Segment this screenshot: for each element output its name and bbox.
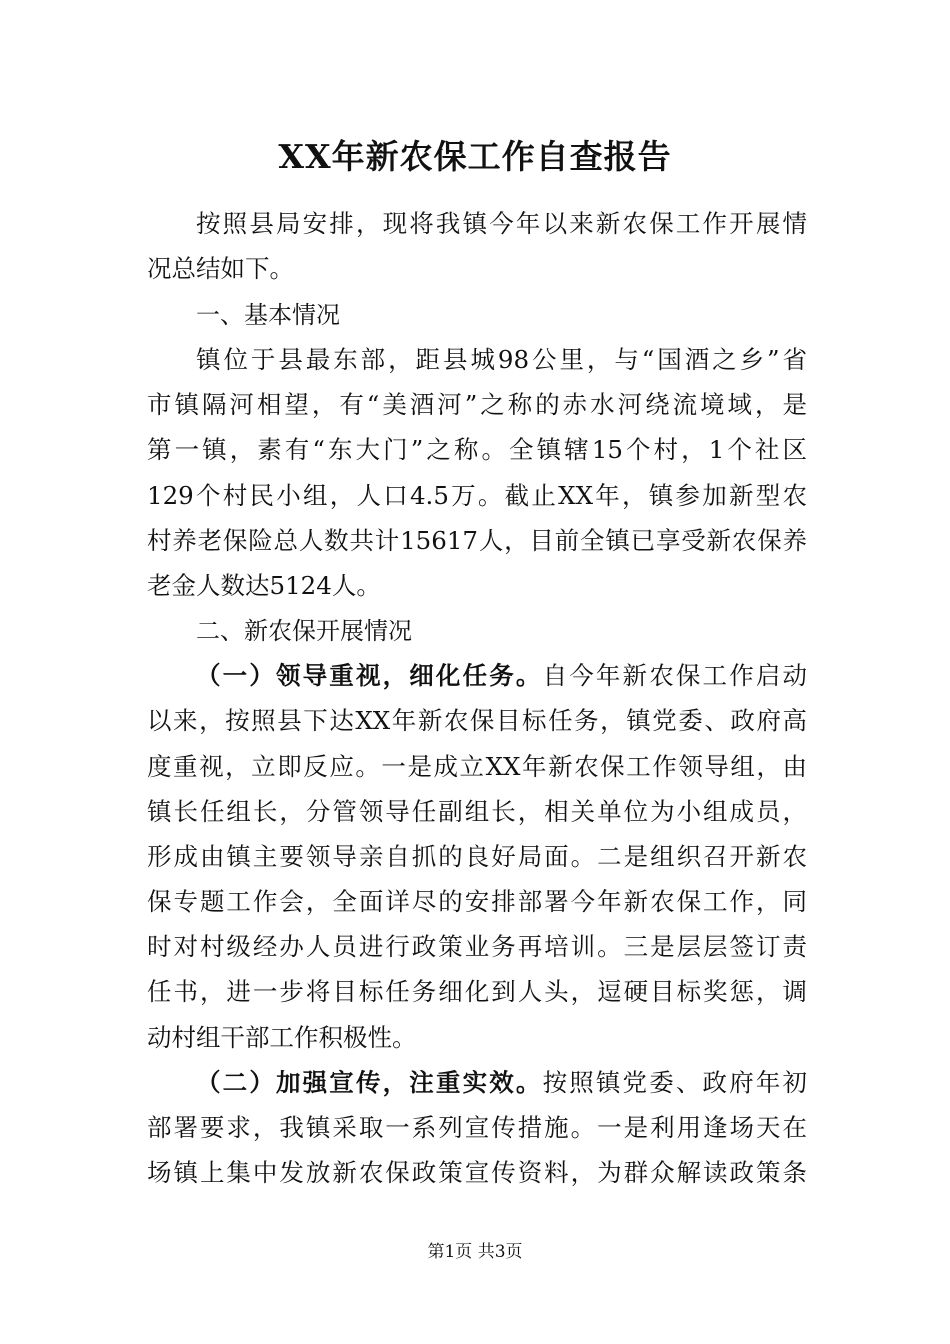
sub1-first-rest: 自今年新农保工作启动 [542, 661, 808, 690]
section1-line-4: 129个村民小组，人口4.5万。截止XX年，镇参加新型农 [147, 481, 807, 510]
sub2-line-1: 部署要求，我镇采取一系列宣传措施。一是利用逢场天在 [147, 1113, 807, 1142]
sub2-first-rest: 按照镇党委、政府年初 [542, 1068, 808, 1097]
section-heading-basic: 一、基本情况 [196, 301, 340, 329]
section1-line-2: 市镇隔河相望，有“美酒河”之称的赤水河绕流境域，是 [147, 390, 807, 419]
footer-page-number: 第1页 [427, 1242, 473, 1262]
sub1-line-2: 度重视，立即反应。一是成立XX年新农保工作领导组，由 [147, 752, 807, 781]
intro-line-2: 况总结如下。 [147, 254, 294, 283]
section1-line-6: 老金人数达5124人。 [147, 571, 381, 600]
footer-total-pages: 共3页 [477, 1242, 523, 1262]
document-title: XX年新农保工作自查报告 [278, 137, 672, 176]
sub2-line-2: 场镇上集中发放新农保政策宣传资料，为群众解读政策条 [147, 1158, 807, 1187]
sub1-line-3: 镇长任组长，分管领导任副组长，相关单位为小组成员， [147, 797, 807, 826]
section1-line-1: 镇位于县最东部，距县城98公里，与“国酒之乡”省 [196, 345, 807, 374]
section1-line-3: 第一镇，素有“东大门”之称。全镇辖15个村，1个社区 [147, 435, 807, 464]
sub1-line-1: 以来，按照县下达XX年新农保目标任务，镇党委、政府高 [147, 706, 807, 735]
sub1-line-6: 时对村级经办人员进行政策业务再培训。三是层层签订责 [147, 932, 807, 961]
sub1-line-7: 任书，进一步将目标任务细化到人头，逗硬目标奖惩，调 [147, 977, 807, 1006]
section-heading-progress: 二、新农保开展情况 [196, 617, 412, 645]
sub1-lead: （一）领导重视，细化任务。 [196, 661, 543, 690]
section1-line-5: 村养老保险总人数共计15617人，目前全镇已享受新农保养 [147, 526, 807, 555]
sub2-first-line [196, 1063, 807, 1103]
sub1-line-8: 动村组干部工作积极性。 [147, 1023, 417, 1052]
intro-line-1: 按照县局安排，现将我镇今年以来新农保工作开展情 [196, 209, 807, 238]
sub1-line-5: 保专题工作会，全面详尽的安排部署今年新农保工作，同 [147, 887, 807, 916]
sub1-line-4: 形成由镇主要领导亲自抓的良好局面。二是组织召开新农 [147, 842, 807, 871]
page-footer [0, 1240, 950, 1264]
sub1-first-line [196, 656, 807, 696]
sub2-lead: （二）加强宣传，注重实效。 [196, 1068, 543, 1097]
